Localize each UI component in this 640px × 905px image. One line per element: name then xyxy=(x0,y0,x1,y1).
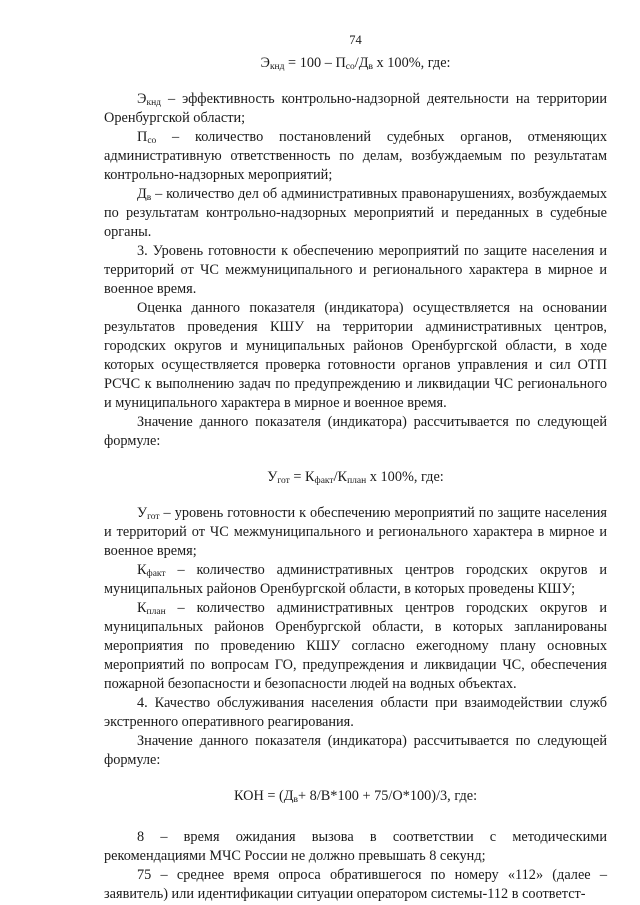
page-number: 74 xyxy=(349,33,362,47)
formula-readiness: $У_{гот} = К_{факт}/К_{план}$ х 100%, где: xyxy=(267,469,444,486)
paragraph-assessment: Оценка данного показателя (индикатора) осуществляется на основании результатов проведения КШУ на территории административных центров, городских округов и муниципальных районов Оренбургской области, в ходе которых осуществляется проверка готовности органов управления и сил ОТП РСЧС к выполнению задач по предупреждению и ликвидации ЧС регионального и муниципального характера в мирное и военное время. xyxy=(104,300,607,411)
paragraph-75-seconds: 75 – среднее время опроса обратившегося по номеру «112» (далее – заявитель) или идентификации ситуации оператором системы-112 в соответст- xyxy=(104,867,607,902)
definition-kfakt: $К_{факт}$ – количество административных центров городских округов и муниципальных районов Оренбургской области, в которых проведены КШУ; xyxy=(104,562,607,597)
definition-pso: $П_{со}$ – количество постановлений судебных органов, отменяющих административную ответственность по делам, возбуждаемым по результатам контрольно-надзорных мероприятий; xyxy=(104,129,607,183)
formula-kon: КОН = $(Д_в+ 8/В*100 + 75/О*100)/3$, где: xyxy=(233,788,478,805)
paragraph-8-seconds: 8 – время ожидания вызова в соответствии с методическими рекомендациями МЧС России не должно превышать 8 секунд; xyxy=(104,829,607,864)
page-content xyxy=(104,32,607,904)
paragraph-calculation-2: Значение данного показателя (индикатора) рассчитывается по следующей формуле: xyxy=(104,733,607,768)
definition-ugot: $У_{гот}$ – уровень готовности к обеспечению мероприятий по защите населения и территорий от ЧС межмуниципального и регионального характера в мирное и военное время; xyxy=(104,505,607,559)
definition-kplan: $К_{план}$ – количество административных центров городских округов и муниципальных районов Оренбургской области, в которых запланированы мероприятия по проведению КШУ согласно ежегодному плану основных мероприятий по вопросам ГО, предупреждения и ликвидации ЧС, обеспечения пожарной безопасности и безопасности людей на водных объектах. xyxy=(104,600,607,692)
paragraph-calculation-1: Значение данного показателя (индикатора) рассчитывается по следующей формуле: xyxy=(104,414,607,449)
definition-dv: $Д_в$ – количество дел об административных правонарушениях, возбуждаемых по результатам контрольно-надзорных мероприятий и переданных в судебные органы. xyxy=(104,186,607,240)
paragraph-item-4: 4. Качество обслуживания населения области при взаимодействии служб экстренного оперативного реагирования. xyxy=(104,695,607,730)
formula-efficiency: $Э_{кнд} = 100 - П_{со}/Д_в$ х 100%, где: xyxy=(260,55,451,72)
definition-ekhd: $Э_{кнд}$ – эффективность контрольно-надзорной деятельности на территории Оренбургской области; xyxy=(104,91,607,126)
paragraph-item-3: 3. Уровень готовности к обеспечению мероприятий по защите населения и территорий от ЧС межмуниципального и регионального характера в мирное и военное время. xyxy=(104,243,607,297)
